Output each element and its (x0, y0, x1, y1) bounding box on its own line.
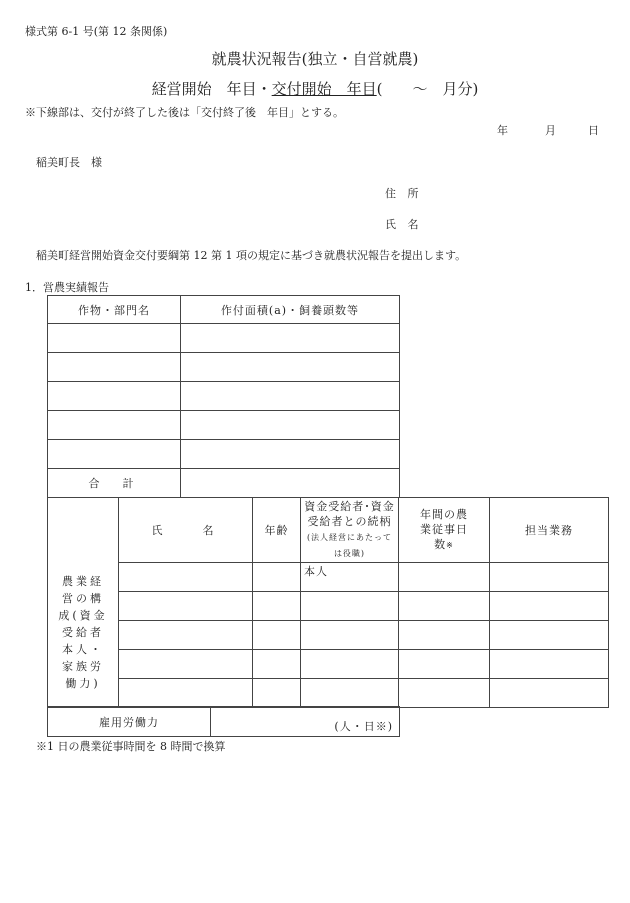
employed-label: 雇用労働力 (48, 707, 211, 737)
header-relation (301, 498, 399, 563)
date-day: 日 (588, 124, 599, 137)
header-relation-main: 資金受給者･資金受給者との続柄 (304, 500, 395, 528)
header-area: 作付面積(a)・飼養頭数等 (181, 296, 400, 324)
duty-cell[interactable] (490, 679, 609, 708)
relation-cell[interactable] (301, 679, 399, 708)
header-days (399, 498, 490, 563)
addressee: 稲美町長 様 (36, 156, 102, 169)
labor-row-label: 農業経営の構成(資金受給者本人・家族労働力) (48, 498, 119, 708)
header-duty: 担当業務 (490, 498, 609, 563)
form-number: 様式第 6-1 号(第 12 条関係) (25, 25, 168, 38)
employed-unit[interactable]: (人・日※) (211, 707, 400, 737)
relation-cell[interactable]: 本人 (301, 563, 399, 592)
crop-cell[interactable] (48, 324, 181, 353)
total-label: 合 計 (48, 469, 181, 498)
crop-cell[interactable] (48, 382, 181, 411)
date-month: 月 (545, 124, 556, 137)
address-label: 住 所 (385, 187, 423, 200)
header-days-mark: ※ (446, 541, 454, 550)
section1-heading: 1．営農実績報告 (25, 281, 109, 294)
footnote: ※1 日の農業従事時間を 8 時間で換算 (36, 740, 226, 753)
duty-cell[interactable] (490, 621, 609, 650)
duty-cell[interactable] (490, 563, 609, 592)
crop-cell[interactable] (48, 440, 181, 469)
age-cell[interactable] (253, 650, 301, 679)
days-cell[interactable] (399, 650, 490, 679)
employed-table (47, 706, 400, 737)
date-year: 年 (497, 124, 508, 137)
crop-cell[interactable] (48, 411, 181, 440)
crop-table (47, 295, 400, 498)
duty-cell[interactable] (490, 592, 609, 621)
total-cell[interactable] (181, 469, 400, 498)
labor-table (47, 497, 609, 708)
header-days-text: 年間の農業従事日数 (420, 508, 468, 551)
area-cell[interactable] (181, 411, 400, 440)
age-cell[interactable] (253, 592, 301, 621)
area-cell[interactable] (181, 382, 400, 411)
days-cell[interactable] (399, 621, 490, 650)
subtitle-part1: 経営開始 年目・ (151, 80, 272, 98)
subtitle-part2: ( 〜 月分) (376, 80, 479, 98)
document-title: 就農状況報告(独立・自営就農) (211, 50, 419, 68)
relation-cell[interactable] (301, 650, 399, 679)
days-cell[interactable] (399, 679, 490, 708)
relation-cell[interactable] (301, 621, 399, 650)
relation-cell[interactable] (301, 592, 399, 621)
age-cell[interactable] (253, 679, 301, 708)
age-cell[interactable] (253, 621, 301, 650)
name-cell[interactable] (119, 679, 253, 708)
days-cell[interactable] (399, 563, 490, 592)
name-cell[interactable] (119, 621, 253, 650)
crop-cell[interactable] (48, 353, 181, 382)
name-label: 氏 名 (385, 218, 423, 231)
note: ※下線部は、交付が終了した後は「交付終了後 年目」とする。 (25, 106, 344, 119)
days-cell[interactable] (399, 592, 490, 621)
header-relation-small: (法人経営にあたっては役職) (306, 533, 393, 558)
statement: 稲美町経営開始資金交付要綱第 12 第 1 項の規定に基づき就農状況報告を提出します。 (36, 249, 467, 262)
header-crop: 作物・部門名 (48, 296, 181, 324)
area-cell[interactable] (181, 324, 400, 353)
name-cell[interactable] (119, 592, 253, 621)
age-cell[interactable] (253, 563, 301, 592)
duty-cell[interactable] (490, 650, 609, 679)
document-subtitle (0, 78, 630, 99)
header-age: 年齢 (253, 498, 301, 563)
name-cell[interactable] (119, 650, 253, 679)
area-cell[interactable] (181, 440, 400, 469)
subtitle-underlined: 交付開始 年目 (271, 80, 377, 98)
name-cell[interactable] (119, 563, 253, 592)
area-cell[interactable] (181, 353, 400, 382)
header-name: 氏 名 (119, 498, 253, 563)
